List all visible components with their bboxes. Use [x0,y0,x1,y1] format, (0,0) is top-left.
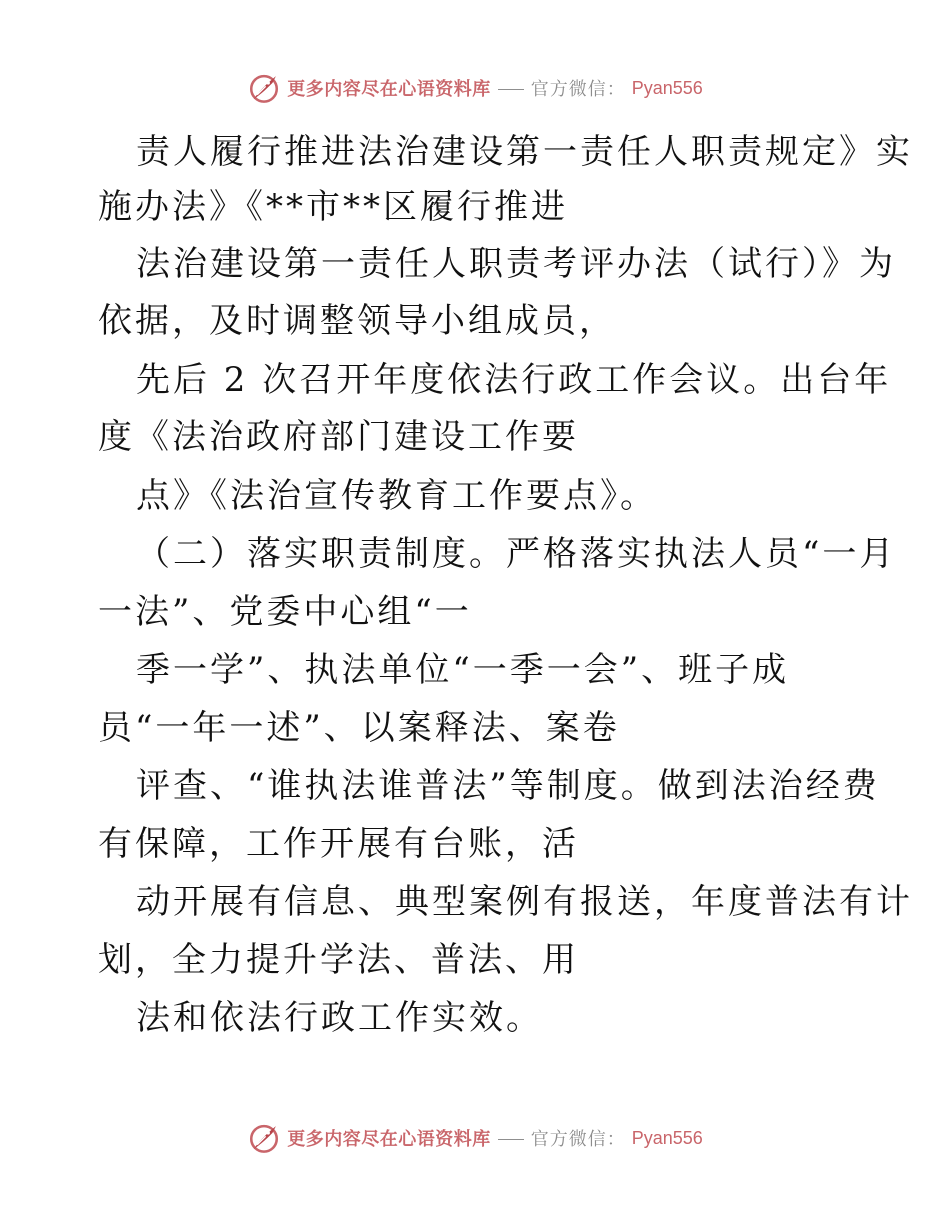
header-watermark-banner [0,68,950,108]
body-line: 法和依法行政工作实效。 [136,998,543,1038]
body-line: 责人履行推进法治建设第一责任人职责规定》实 [136,132,913,172]
body-line: 有保障，工作开展有台账，活 [98,824,579,864]
body-line: 法治建设第一责任人职责考评办法（试行）》为 [136,244,896,284]
site-name-text: 更多内容尽在心语资料库 [287,1129,491,1150]
body-line: 度《法治政府部门建设工作要 [98,417,579,457]
body-line: （二）落实职责制度。严格落实执法人员“一月 [136,534,897,574]
footer-watermark-banner [0,1118,950,1158]
pen-nib-logo-icon [247,1121,281,1155]
pen-nib-logo-icon [247,71,281,105]
body-line: 施办法》《**市**区履行推进 [98,187,568,227]
banner-dash-divider [498,1139,524,1140]
banner-dash-divider [498,89,524,90]
wechat-id: Pyan556 [631,77,703,98]
body-line: 动开展有信息、典型案例有报送，年度普法有计 [136,882,913,922]
site-name-text: 更多内容尽在心语资料库 [287,79,491,100]
body-line: 依据，及时调整领导小组成员， [98,301,616,341]
body-line: 点》《法治宣传教育工作要点》。 [136,476,657,516]
wechat-label: 官方微信： [530,79,626,100]
body-line: 一法”、党委中心组“一 [98,592,472,632]
body-line: 员“一年一述”、以案释法、案卷 [98,708,620,748]
wechat-label: 官方微信： [530,1129,626,1150]
body-line: 先后 2 次召开年度依法行政工作会议。出台年 [136,360,892,400]
body-line: 评查、“谁执法谁普法”等制度。做到法治经费 [136,766,880,806]
body-line: 划，全力提升学法、普法、用 [98,940,579,980]
wechat-id: Pyan556 [631,1127,703,1148]
body-line: 季一学”、执法单位“一季一会”、班子成 [136,650,790,690]
